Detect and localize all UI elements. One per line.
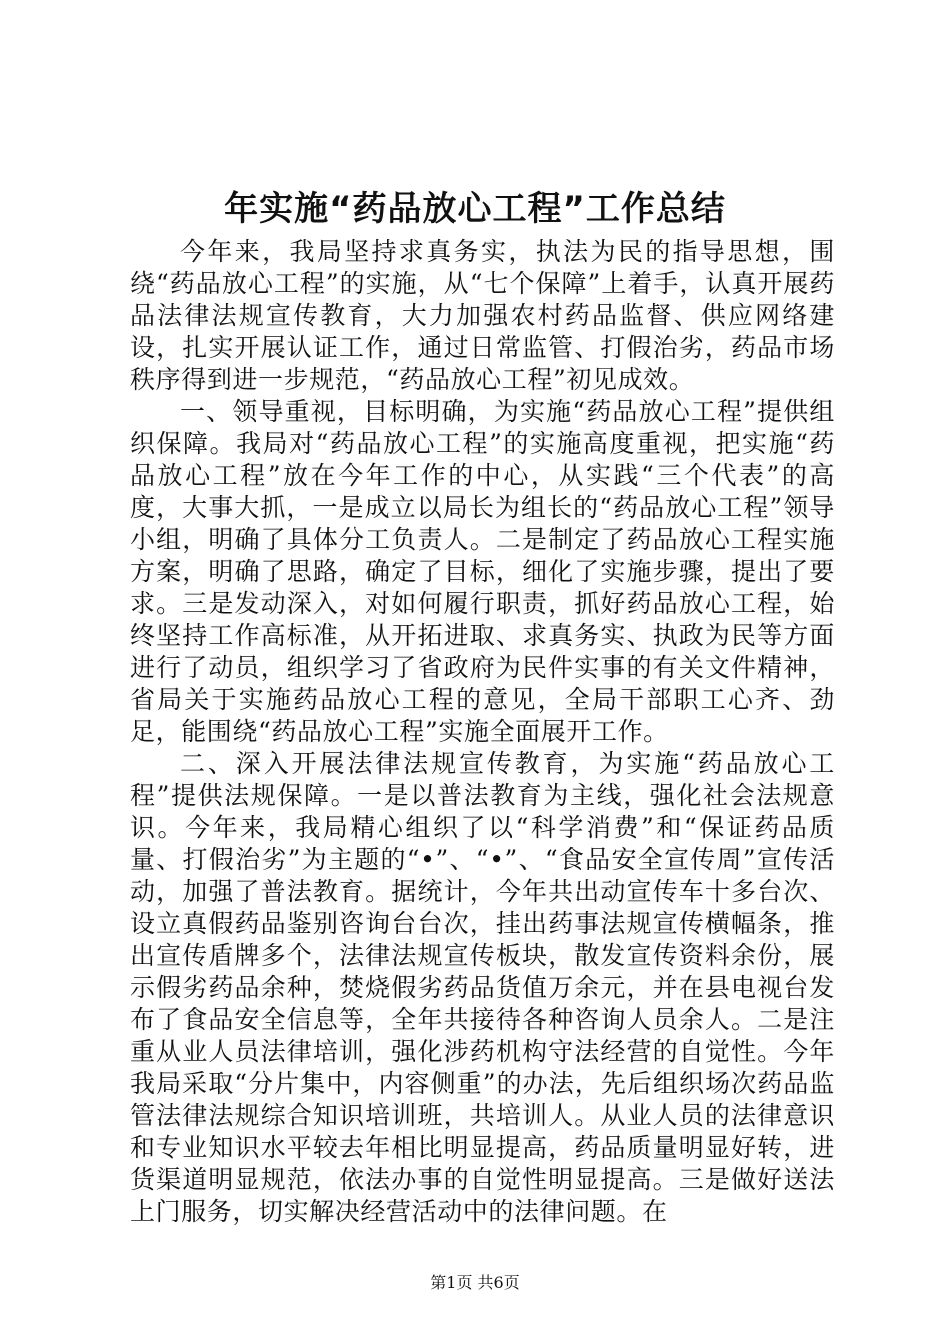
page-number: 第1页 共6页 xyxy=(430,1273,520,1292)
paragraph-intro: 今年来，我局坚持求真务实，执法为民的指导思想，围绕“药品放心工程”的实施，从“七个保障”上着手，认真开展药品法律法规宣传教育，大力加强农村药品监督、供应网络建设，扎实开展认证工作，通过日常监管、打假治劣，药品市场秩序得到进一步规范，“药品放心工程”初见成效。 xyxy=(130,237,835,394)
document-body xyxy=(130,236,835,1228)
paragraph-section-two: 二、深入开展法律法规宣传教育，为实施“药品放心工程”提供法规保障。一是以普法教育为主线，强化社会法规意识。今年来，我局精心组织了以“科学消费”和“保证药品质量、打假治劣”为主题的“•”、“•”、“食品安全宣传周”宣传活动，加强了普法教育。据统计，今年共出动宣传车十多台次、设立真假药品鉴别咨询台台次，挂出药事法规宣传横幅条，推出宣传盾牌多个，法律法规宣传板块，散发宣传资料余份，展示假劣药品余种，焚烧假劣药品货值万余元，并在县电视台发布了食品安全信息等，全年共接待各种咨询人员余人。二是注重从业人员法律培训，强化涉药机构守法经营的自觉性。今年我局采取“分片集中，内容侧重”的办法，先后组织场次药品监管法律法规综合知识培训班，共培训人。从业人员的法律意识和专业知识水平较去年相比明显提高，药品质量明显好转，进货渠道明显规范，依法办事的自觉性明显提高。三是做好送法上门服务，切实解决经营活动中的法律问题。在 xyxy=(130,749,835,1226)
paragraph-section-one: 一、领导重视，目标明确，为实施“药品放心工程”提供组织保障。我局对“药品放心工程”的实施高度重视，把实施“药品放心工程”放在今年工作的中心，从实践“三个代表”的高度，大事大抓，一是成立以局长为组长的“药品放心工程”领导小组，明确了具体分工负责人。二是制定了药品放心工程实施方案，明确了思路，确定了目标，细化了实施步骤，提出了要求。三是发动深入，对如何履行职责，抓好药品放心工程，始终坚持工作高标准，从开拓进取、求真务实、执政为民等方面进行了动员，组织学习了省政府为民件实事的有关文件精神，省局关于实施药品放心工程的意见，全局干部职工心齐、劲足，能围绕“药品放心工程”实施全面展开工作。 xyxy=(130,397,835,746)
document-title: 年实施“药品放心工程”工作总结 xyxy=(224,189,726,229)
